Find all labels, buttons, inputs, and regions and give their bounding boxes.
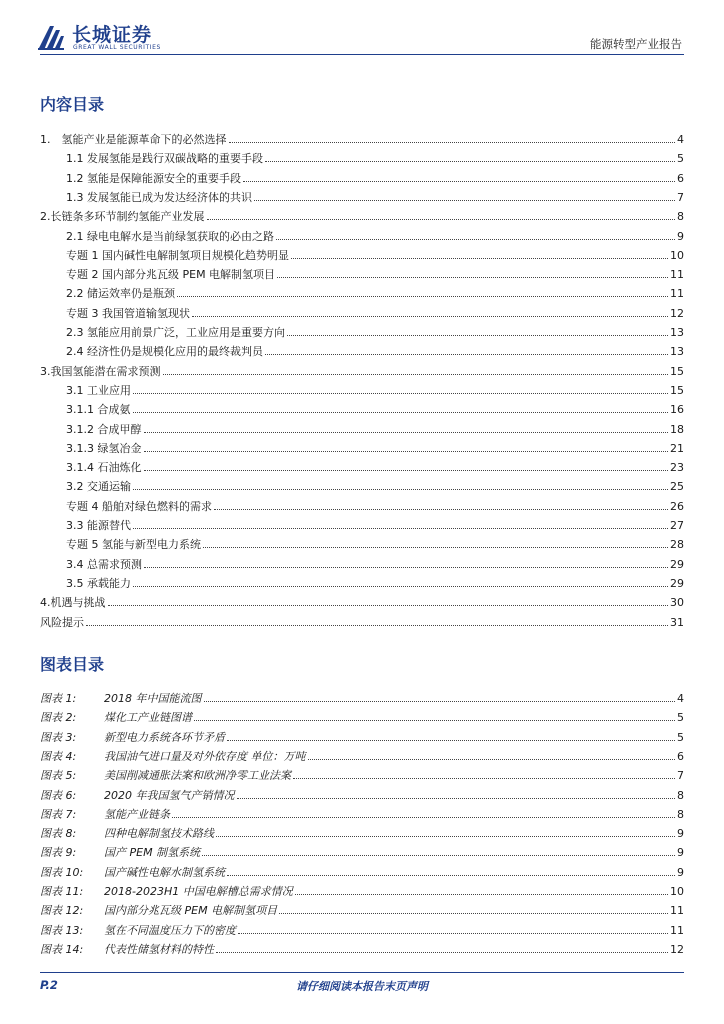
dot-leader	[207, 219, 676, 220]
figure-caption: 美国削减通胀法案和欧洲净零工业法案	[104, 769, 291, 783]
figure-label: 图表 11:	[40, 885, 84, 898]
toc-entry-page: 31	[670, 615, 684, 629]
figure-entry-page: 11	[670, 923, 684, 937]
toc-entry-page: 11	[670, 287, 684, 301]
figure-label: 图表 13:	[40, 923, 84, 937]
figure-label: 图表 6:	[40, 788, 77, 802]
toc-entry-page: 23	[670, 461, 684, 475]
toc-entry-title: 2.3 氢能应用前景广泛，工业应用是重要方向	[66, 326, 285, 339]
dot-leader	[291, 258, 668, 259]
toc-entry[interactable]	[40, 226, 684, 243]
dot-leader	[254, 200, 675, 201]
toc-entry-page: 4	[677, 133, 684, 146]
toc-entry[interactable]	[40, 361, 684, 378]
dot-leader	[214, 509, 668, 510]
toc-entry-page: 6	[677, 171, 684, 185]
figure-entry-page: 10	[670, 885, 684, 898]
figure-caption: 国产 PEM 制氢系统	[104, 846, 201, 860]
toc-entry[interactable]	[40, 264, 684, 281]
toc-entry-title: 2.长链条多环节制约氢能产业发展	[40, 210, 205, 224]
toc-entry-page: 29	[670, 576, 684, 590]
figure-label: 图表 2:	[40, 711, 77, 725]
figure-entry[interactable]	[40, 920, 684, 937]
toc-entry-page: 26	[670, 499, 684, 513]
figure-entry-title	[40, 808, 170, 821]
dot-leader	[265, 354, 668, 355]
toc-entry[interactable]	[40, 380, 684, 397]
figure-caption: 氢能产业链条	[104, 807, 170, 821]
figure-label: 图表 14:	[40, 942, 84, 956]
logo-english-text: GREAT WALL SECURITIES	[73, 44, 161, 51]
figure-label: 图表 12:	[40, 904, 84, 918]
dot-leader	[238, 933, 668, 934]
toc-entry-title: 2.4 经济性仍是规模化应用的最终裁判员	[66, 345, 263, 359]
footer-divider	[40, 972, 684, 973]
figure-entry-page: 12	[670, 942, 684, 956]
figure-entry-page: 6	[677, 749, 684, 763]
dot-leader	[144, 567, 668, 568]
toc-entry-page: 13	[670, 326, 684, 339]
figure-caption: 国内部分兆瓦级 PEM 电解制氢项目	[104, 904, 278, 918]
figure-entry-page: 8	[677, 788, 684, 802]
toc-entry-page: 15	[670, 364, 684, 378]
figure-entry-page: 9	[677, 827, 684, 841]
dot-leader	[265, 161, 675, 162]
toc-entry[interactable]	[40, 399, 684, 416]
dot-leader	[108, 605, 669, 606]
toc-entry[interactable]	[40, 341, 684, 358]
toc-entry[interactable]	[40, 419, 684, 436]
toc-entry[interactable]	[40, 206, 684, 223]
figure-label: 图表 10:	[40, 865, 84, 879]
toc-entry[interactable]	[40, 187, 684, 204]
toc-entry-page: 5	[677, 152, 684, 166]
toc-entry-title: 3.1.4 石油炼化	[66, 461, 142, 475]
company-logo	[36, 22, 166, 52]
figure-entry-title	[40, 846, 200, 859]
toc-entry-title: 专题 3 我国管道输氢现状	[66, 306, 190, 320]
figure-entry-title	[40, 885, 293, 898]
dot-leader	[133, 586, 668, 587]
figure-entry-page: 5	[677, 730, 684, 744]
toc-entry[interactable]	[40, 303, 684, 320]
figure-caption: 2020 年我国氢气产销情况	[104, 788, 235, 802]
toc-entry[interactable]	[40, 476, 684, 493]
toc-entry[interactable]	[40, 554, 684, 571]
dot-leader	[293, 778, 675, 779]
toc-entry-title: 1. 氢能产业是能源革命下的必然选择	[40, 133, 227, 146]
toc-entry-page: 16	[670, 403, 684, 417]
toc-entry-title: 3.1.3 绿氢冶金	[66, 441, 142, 455]
dot-leader	[277, 277, 668, 278]
figure-label: 图表 4:	[40, 749, 77, 763]
dot-leader	[227, 740, 675, 741]
figure-caption: 2018 年中国能流图	[104, 692, 202, 705]
toc-entry-page: 28	[670, 538, 684, 552]
figure-entry-title	[40, 769, 291, 782]
dot-leader	[133, 489, 668, 490]
toc-entry-title: 3.我国氢能潜在需求预测	[40, 364, 161, 378]
figure-caption: 代表性储氢材料的特性	[104, 942, 214, 956]
toc-entry[interactable]	[40, 612, 684, 629]
report-type: 能源转型产业报告	[590, 37, 682, 51]
toc-entry[interactable]	[40, 573, 684, 590]
dot-leader	[163, 374, 669, 375]
figure-entry-title	[40, 827, 214, 840]
toc-entry-title: 1.1 发展氢能是践行双碳战略的重要手段	[66, 152, 263, 166]
toc-entry-title: 风险提示	[40, 615, 84, 629]
figure-entry-title	[40, 789, 235, 802]
figure-entry[interactable]	[40, 881, 684, 898]
dot-leader	[172, 817, 675, 818]
toc-entry[interactable]	[40, 592, 684, 609]
dot-leader	[276, 239, 675, 240]
toc-entry-title: 2.1 绿电电解水是当前绿氢获取的必由之路	[66, 229, 274, 243]
toc-entry[interactable]	[40, 129, 684, 146]
figure-entry-page: 7	[677, 769, 684, 783]
figure-entry[interactable]	[40, 823, 684, 840]
toc-title: 内容目录	[40, 95, 105, 114]
toc-entry-page: 9	[677, 229, 684, 243]
figure-entry[interactable]	[40, 688, 684, 705]
figure-entry[interactable]	[40, 765, 684, 782]
dot-leader	[86, 625, 668, 626]
logo-mark-icon	[36, 22, 66, 52]
figure-caption: 我国油气进口量及对外依存度 单位：万吨	[104, 749, 306, 763]
figure-entry-title	[40, 750, 306, 763]
dot-leader	[144, 451, 669, 452]
dot-leader	[287, 335, 668, 336]
toc-entry-title: 3.5 承载能力	[66, 576, 131, 590]
toc-entry-title: 专题 1 国内碱性电解制氢项目规模化趋势明显	[66, 248, 289, 262]
page-number: P.2	[40, 978, 58, 992]
figure-entry-title	[40, 692, 202, 705]
toc-entry-title: 1.2 氢能是保障能源安全的重要手段	[66, 171, 241, 185]
toc-entry-title: 3.3 能源替代	[66, 519, 131, 532]
figure-caption: 四种电解制氢技术路线	[104, 827, 214, 841]
figures-title: 图表目录	[40, 655, 105, 674]
dot-leader	[295, 894, 668, 895]
toc-entry-title: 专题 5 氢能与新型电力系统	[66, 538, 201, 552]
figure-entry[interactable]	[40, 707, 684, 724]
dot-leader	[204, 701, 676, 702]
page-header	[0, 0, 724, 60]
toc-entry[interactable]	[40, 515, 684, 532]
toc-entry-page: 27	[670, 519, 684, 532]
toc-entry-page: 21	[670, 441, 684, 455]
figure-entry-page: 8	[677, 807, 684, 821]
figure-label: 图表 3:	[40, 730, 77, 744]
dot-leader	[133, 528, 668, 529]
dot-leader	[133, 412, 669, 413]
figure-label: 图表 1:	[40, 692, 77, 705]
toc-entry-page: 10	[670, 248, 684, 262]
figure-label: 图表 9:	[40, 846, 77, 860]
figure-caption: 煤化工产业链图谱	[104, 711, 192, 725]
figure-caption: 2018-2023H1 中国电解槽总需求情况	[104, 885, 293, 898]
figure-entry[interactable]	[40, 746, 684, 763]
dot-leader	[227, 875, 675, 876]
figure-caption: 新型电力系统各环节矛盾	[104, 730, 225, 744]
figure-entry-page: 11	[670, 904, 684, 918]
figure-entry-title	[40, 711, 192, 724]
figure-entry-title	[40, 731, 225, 744]
toc-entry[interactable]	[40, 534, 684, 551]
dot-leader	[203, 547, 668, 548]
dot-leader	[194, 720, 675, 721]
toc-entry-page: 15	[670, 383, 684, 397]
toc-entry-title: 3.4 总需求预测	[66, 557, 142, 571]
figure-entry-page: 4	[677, 692, 684, 705]
toc-entry-title: 4.机遇与挑战	[40, 596, 106, 610]
toc-entry-page: 11	[670, 268, 684, 282]
figure-entry-title	[40, 904, 277, 917]
figure-entry[interactable]	[40, 939, 684, 956]
toc-entry-page: 12	[670, 306, 684, 320]
figure-entry[interactable]	[40, 727, 684, 744]
logo-chinese-text: 长城证券	[72, 24, 153, 46]
dot-leader	[216, 836, 675, 837]
toc-entry-page: 13	[670, 345, 684, 359]
figure-entry-title	[40, 924, 236, 937]
figure-entry[interactable]	[40, 900, 684, 917]
toc-entry-title: 3.1 工业应用	[66, 383, 131, 397]
toc-entry[interactable]	[40, 148, 684, 165]
dot-leader	[177, 296, 668, 297]
dot-leader	[279, 913, 668, 914]
figure-entry[interactable]	[40, 785, 684, 802]
figure-entry-title	[40, 866, 225, 879]
toc-entry-page: 7	[677, 190, 684, 204]
toc-entry[interactable]	[40, 496, 684, 513]
footer-disclaimer: 请仔细阅读本报告末页声明	[296, 980, 428, 993]
dot-leader	[133, 393, 668, 394]
toc-entry[interactable]	[40, 245, 684, 262]
toc-entry[interactable]	[40, 283, 684, 300]
dot-leader	[144, 470, 669, 471]
dot-leader	[237, 798, 676, 799]
dot-leader	[229, 142, 676, 143]
figure-entry-page: 9	[677, 865, 684, 879]
figure-label: 图表 5:	[40, 769, 77, 783]
figure-entry-page: 5	[677, 711, 684, 725]
toc-entry-title: 3.2 交通运输	[66, 480, 131, 494]
dot-leader	[144, 432, 669, 433]
dot-leader	[192, 316, 668, 317]
figure-label: 图表 8:	[40, 827, 77, 841]
toc-entry[interactable]	[40, 457, 684, 474]
toc-entry-page: 18	[670, 422, 684, 436]
toc-entry-title: 专题 2 国内部分兆瓦级 PEM 电解制氢项目	[66, 268, 276, 282]
toc-entry[interactable]	[40, 322, 684, 339]
dot-leader	[216, 952, 668, 953]
dot-leader	[243, 181, 675, 182]
figure-caption: 国产碱性电解水制氢系统	[104, 865, 225, 879]
toc-entry-title: 2.2 储运效率仍是瓶颈	[66, 287, 175, 301]
toc-entry-page: 29	[670, 557, 684, 571]
figure-entry-page: 9	[677, 846, 684, 860]
toc-entry[interactable]	[40, 168, 684, 185]
toc-entry-page: 25	[670, 480, 684, 494]
toc-entry-page: 8	[677, 210, 684, 224]
figure-caption: 氢在不同温度压力下的密度	[104, 923, 236, 937]
figure-entry[interactable]	[40, 804, 684, 821]
figure-label: 图表 7:	[40, 807, 77, 821]
toc-entry[interactable]	[40, 438, 684, 455]
header-divider	[40, 54, 684, 55]
toc-entry-page: 30	[670, 596, 684, 610]
toc-entry-title: 3.1.1 合成氨	[66, 403, 131, 417]
figure-entry[interactable]	[40, 842, 684, 859]
dot-leader	[308, 759, 676, 760]
toc-entry-title: 3.1.2 合成甲醇	[66, 422, 142, 436]
toc-entry-title: 专题 4 船舶对绿色燃料的需求	[66, 499, 212, 513]
figure-entry-title	[40, 943, 214, 956]
figure-entry[interactable]	[40, 862, 684, 879]
dot-leader	[202, 855, 675, 856]
toc-entry-title: 1.3 发展氢能已成为发达经济体的共识	[66, 190, 252, 204]
